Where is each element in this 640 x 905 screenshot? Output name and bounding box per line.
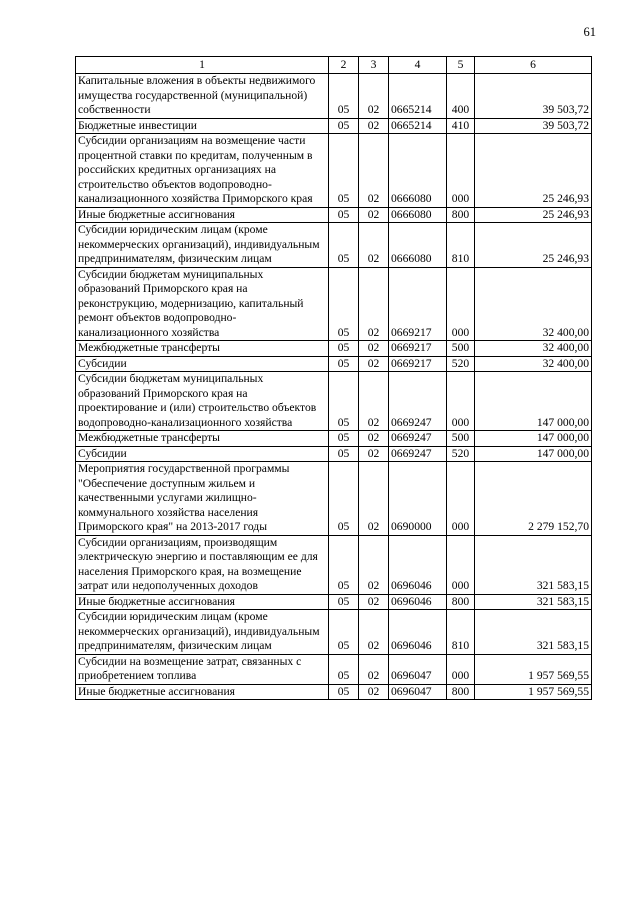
table-row: [76, 654, 592, 684]
amount-cell: 39 503,72: [475, 74, 592, 119]
row-name-cell: Субсидии организациям, производящим электрическую энергию и поставляющим ее для населения Приморского края, на возмещение затрат или недополученных доходов: [76, 535, 329, 594]
amount-cell: 321 583,15: [475, 610, 592, 655]
subsection-code-cell: 02: [359, 654, 389, 684]
table-row: [76, 535, 592, 594]
subsection-code-cell: 02: [359, 684, 389, 700]
amount-cell: 2 279 152,70: [475, 462, 592, 536]
header-cell: 2: [329, 57, 359, 74]
page-number: 61: [583, 25, 596, 39]
table-row: [76, 594, 592, 610]
section-code-cell: 05: [329, 654, 359, 684]
row-name-cell: Субсидии юридическим лицам (кроме некоммерческих организаций), индивидуальным предпринимателям, физическим лицам: [76, 223, 329, 268]
amount-cell: 147 000,00: [475, 431, 592, 447]
amount-cell: 32 400,00: [475, 267, 592, 341]
table-row: [76, 610, 592, 655]
subsection-code-cell: 02: [359, 372, 389, 431]
target-article-cell: 0666080: [389, 223, 447, 268]
expense-type-cell: 520: [447, 356, 475, 372]
amount-cell: 32 400,00: [475, 356, 592, 372]
section-code-cell: 05: [329, 446, 359, 462]
expense-type-cell: 000: [447, 462, 475, 536]
amount-cell: 39 503,72: [475, 118, 592, 134]
section-code-cell: 05: [329, 207, 359, 223]
subsection-code-cell: 02: [359, 462, 389, 536]
row-name-cell: Субсидии: [76, 446, 329, 462]
section-code-cell: 05: [329, 341, 359, 357]
table-row: [76, 356, 592, 372]
section-code-cell: 05: [329, 594, 359, 610]
subsection-code-cell: 02: [359, 341, 389, 357]
target-article-cell: 0669217: [389, 356, 447, 372]
budget-table: [75, 56, 592, 700]
row-name-cell: Субсидии юридическим лицам (кроме некоммерческих организаций), индивидуальным предпринимателям, физическим лицам: [76, 610, 329, 655]
table-row: [76, 462, 592, 536]
expense-type-cell: 810: [447, 223, 475, 268]
table-row: [76, 267, 592, 341]
amount-cell: 147 000,00: [475, 372, 592, 431]
table-row: [76, 431, 592, 447]
amount-cell: 25 246,93: [475, 207, 592, 223]
expense-type-cell: 500: [447, 341, 475, 357]
header-cell: 6: [475, 57, 592, 74]
header-cell: 5: [447, 57, 475, 74]
section-code-cell: 05: [329, 74, 359, 119]
table-row: [76, 223, 592, 268]
table-row: [76, 118, 592, 134]
subsection-code-cell: 02: [359, 118, 389, 134]
expense-type-cell: 410: [447, 118, 475, 134]
row-name-cell: Субсидии: [76, 356, 329, 372]
amount-cell: 32 400,00: [475, 341, 592, 357]
amount-cell: 321 583,15: [475, 594, 592, 610]
target-article-cell: 0690000: [389, 462, 447, 536]
target-article-cell: 0696046: [389, 535, 447, 594]
section-code-cell: 05: [329, 462, 359, 536]
section-code-cell: 05: [329, 356, 359, 372]
row-name-cell: Капитальные вложения в объекты недвижимого имущества государственной (муниципальной) собственности: [76, 74, 329, 119]
row-name-cell: Бюджетные инвестиции: [76, 118, 329, 134]
target-article-cell: 0665214: [389, 118, 447, 134]
section-code-cell: 05: [329, 118, 359, 134]
target-article-cell: 0696046: [389, 610, 447, 655]
expense-type-cell: 810: [447, 610, 475, 655]
row-name-cell: Субсидии бюджетам муниципальных образований Приморского края на проектирование и (или) строительство объектов водопроводно-канализационного хозяйства: [76, 372, 329, 431]
table-row: [76, 372, 592, 431]
row-name-cell: Субсидии на возмещение затрат, связанных с приобретением топлива: [76, 654, 329, 684]
expense-type-cell: 000: [447, 134, 475, 208]
expense-type-cell: 000: [447, 654, 475, 684]
expense-type-cell: 000: [447, 372, 475, 431]
row-name-cell: Межбюджетные трансферты: [76, 341, 329, 357]
header-cell: 4: [389, 57, 447, 74]
expense-type-cell: 800: [447, 207, 475, 223]
target-article-cell: 0666080: [389, 207, 447, 223]
table-row: [76, 684, 592, 700]
subsection-code-cell: 02: [359, 535, 389, 594]
table-row: [76, 207, 592, 223]
expense-type-cell: 000: [447, 535, 475, 594]
row-name-cell: Иные бюджетные ассигнования: [76, 207, 329, 223]
expense-type-cell: 000: [447, 267, 475, 341]
subsection-code-cell: 02: [359, 223, 389, 268]
target-article-cell: 0669247: [389, 446, 447, 462]
target-article-cell: 0669217: [389, 341, 447, 357]
section-code-cell: 05: [329, 610, 359, 655]
table-row: [76, 134, 592, 208]
target-article-cell: 0696046: [389, 594, 447, 610]
section-code-cell: 05: [329, 431, 359, 447]
table-header-row: [76, 57, 592, 74]
expense-type-cell: 800: [447, 684, 475, 700]
row-name-cell: Иные бюджетные ассигнования: [76, 684, 329, 700]
table-row: [76, 446, 592, 462]
target-article-cell: 0665214: [389, 74, 447, 119]
section-code-cell: 05: [329, 535, 359, 594]
subsection-code-cell: 02: [359, 594, 389, 610]
row-name-cell: Межбюджетные трансферты: [76, 431, 329, 447]
table-row: [76, 74, 592, 119]
subsection-code-cell: 02: [359, 431, 389, 447]
subsection-code-cell: 02: [359, 74, 389, 119]
section-code-cell: 05: [329, 684, 359, 700]
section-code-cell: 05: [329, 372, 359, 431]
target-article-cell: 0696047: [389, 654, 447, 684]
expense-type-cell: 520: [447, 446, 475, 462]
amount-cell: 25 246,93: [475, 134, 592, 208]
expense-type-cell: 400: [447, 74, 475, 119]
subsection-code-cell: 02: [359, 446, 389, 462]
header-cell: 1: [76, 57, 329, 74]
target-article-cell: 0666080: [389, 134, 447, 208]
amount-cell: 1 957 569,55: [475, 654, 592, 684]
row-name-cell: Субсидии бюджетам муниципальных образований Приморского края на реконструкцию, модернизацию, капитальный ремонт объектов водопроводно-канализационного хозяйства: [76, 267, 329, 341]
subsection-code-cell: 02: [359, 356, 389, 372]
target-article-cell: 0696047: [389, 684, 447, 700]
row-name-cell: Иные бюджетные ассигнования: [76, 594, 329, 610]
row-name-cell: Субсидии организациям на возмещение части процентной ставки по кредитам, полученным в российских кредитных организациях на строительство объектов водопроводно-канализационного хозяйства Приморского края: [76, 134, 329, 208]
expense-type-cell: 800: [447, 594, 475, 610]
target-article-cell: 0669247: [389, 431, 447, 447]
amount-cell: 1 957 569,55: [475, 684, 592, 700]
expense-type-cell: 500: [447, 431, 475, 447]
section-code-cell: 05: [329, 267, 359, 341]
subsection-code-cell: 02: [359, 134, 389, 208]
amount-cell: 147 000,00: [475, 446, 592, 462]
subsection-code-cell: 02: [359, 610, 389, 655]
section-code-cell: 05: [329, 223, 359, 268]
section-code-cell: 05: [329, 134, 359, 208]
target-article-cell: 0669247: [389, 372, 447, 431]
header-cell: 3: [359, 57, 389, 74]
amount-cell: 321 583,15: [475, 535, 592, 594]
subsection-code-cell: 02: [359, 267, 389, 341]
subsection-code-cell: 02: [359, 207, 389, 223]
amount-cell: 25 246,93: [475, 223, 592, 268]
target-article-cell: 0669217: [389, 267, 447, 341]
row-name-cell: Мероприятия государственной программы "Обеспечение доступным жильем и качественными услугами жилищно-коммунального хозяйства населения Приморского края" на 2013-2017 годы: [76, 462, 329, 536]
table-row: [76, 341, 592, 357]
